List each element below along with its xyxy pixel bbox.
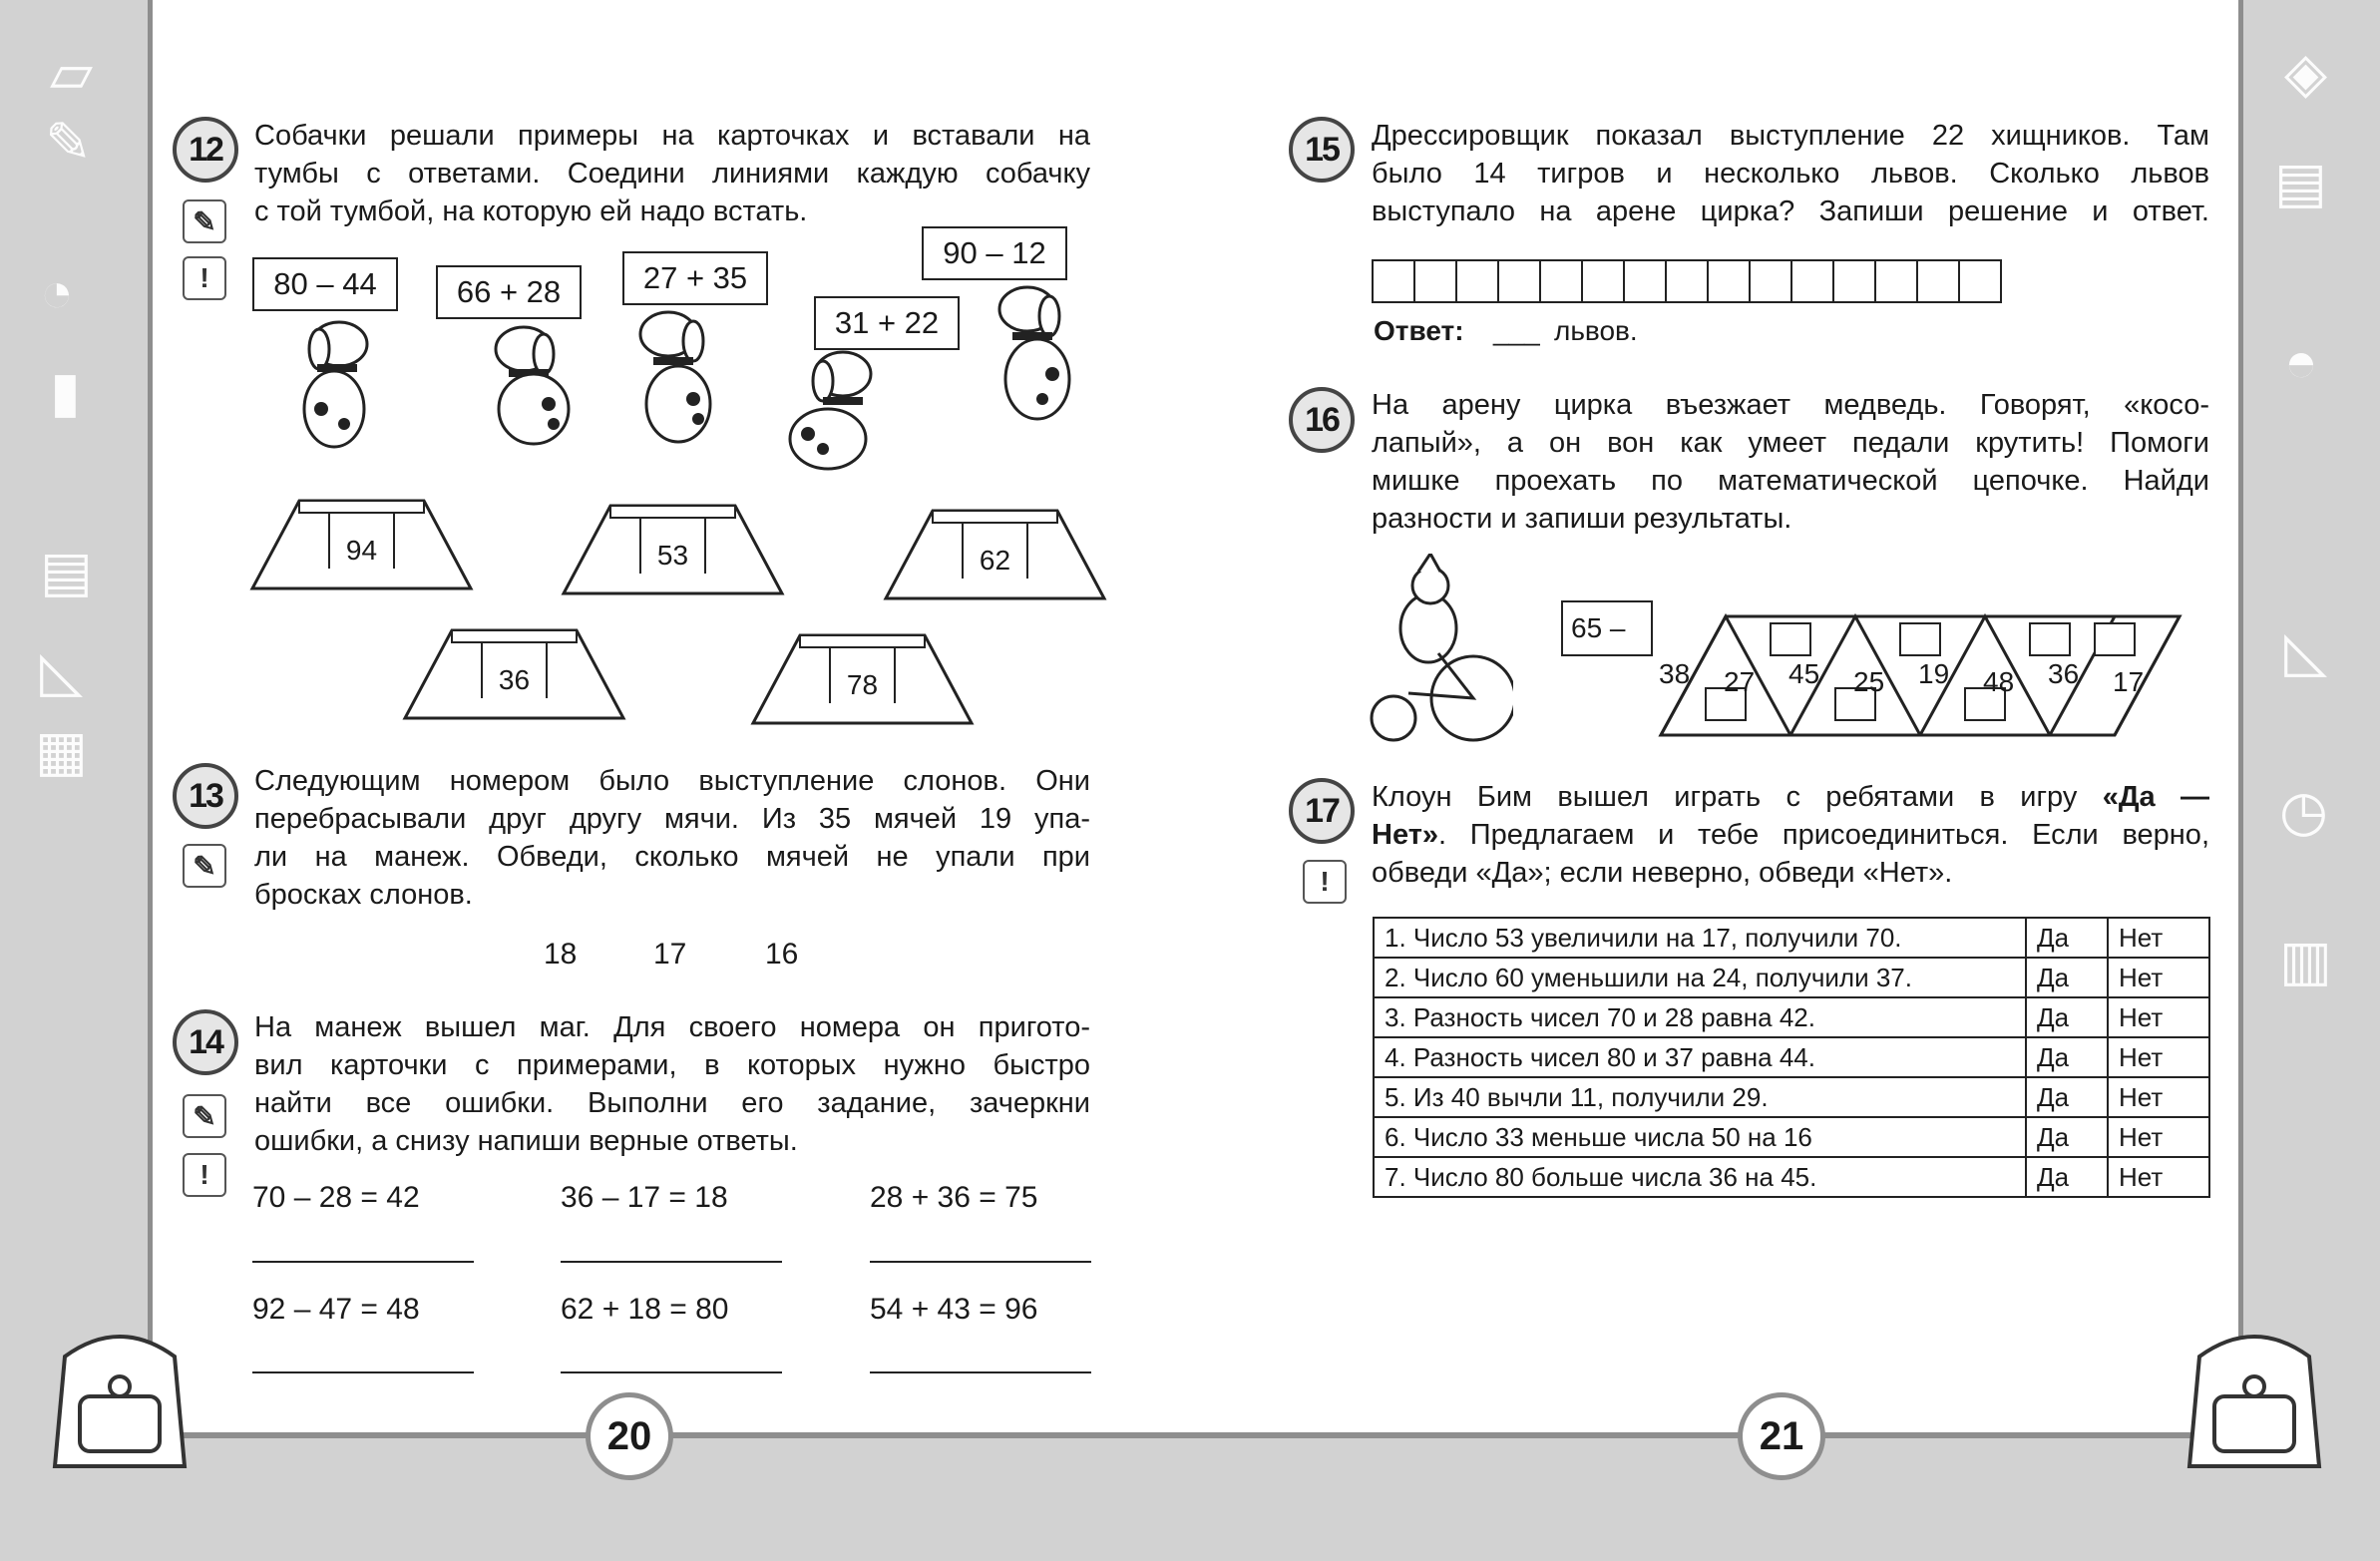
- dog-card: 80 – 44: [252, 257, 398, 311]
- task16-line: мишке проехать по математической цепочке. Найди: [1372, 465, 2209, 497]
- answer-option[interactable]: 16: [765, 938, 799, 971]
- yes-option[interactable]: Да: [2026, 918, 2108, 958]
- ruler-right-icon: ◺: [2284, 619, 2328, 682]
- answer-label: Ответ:: [1374, 315, 1464, 346]
- page-number-right: 21: [1738, 1392, 1825, 1480]
- answer-line[interactable]: [870, 1261, 1091, 1263]
- chain-number: 25: [1853, 666, 1885, 697]
- task12-line: с той тумбой, на которую ей надо встать.: [254, 195, 808, 227]
- pedestal-number: 78: [846, 669, 879, 700]
- task17-line1-text: Клоун Бим вышел играть с ребятами в игру: [1372, 781, 2103, 813]
- answer-unit: львов.: [1554, 315, 1638, 346]
- pedestal: [883, 509, 1107, 603]
- no-option[interactable]: Нет: [2108, 1077, 2209, 1117]
- example[interactable]: 92 – 47 = 48: [252, 1293, 420, 1326]
- eraser-icon: ▱: [50, 41, 94, 104]
- ruler-icon: ▮: [50, 360, 81, 423]
- statement: 6. Число 33 меньше числа 50 на 16: [1374, 1117, 2026, 1157]
- dog-illustration: [279, 309, 389, 459]
- yes-option[interactable]: Да: [2026, 958, 2108, 997]
- pedestal-number: 62: [979, 545, 1011, 576]
- task13-text: [254, 762, 1090, 914]
- chain-number: 38: [1659, 658, 1691, 689]
- task-number-15: 15: [1289, 117, 1355, 183]
- answer-line[interactable]: [561, 1261, 782, 1263]
- chain-number: 17: [2113, 666, 2145, 697]
- task15-line: Дрессировщик показал выступление 22 хищников. Там: [1372, 120, 2209, 152]
- backpack-right-icon: [2180, 1317, 2329, 1476]
- triangle-chain: [1606, 613, 2199, 738]
- table-row: [1374, 1157, 2209, 1197]
- exclamation-icon: !: [183, 256, 226, 300]
- pencil-icon: ✎: [183, 844, 226, 888]
- table-row: [1374, 1037, 2209, 1077]
- pedestal-number: 94: [345, 535, 378, 566]
- table-row: [1374, 997, 2209, 1037]
- task16-line: На арену цирка въезжает медведь. Говорят, «косо-: [1372, 389, 2209, 421]
- pedestal: [561, 504, 785, 598]
- yes-no-table: [1373, 917, 2210, 1198]
- pedestal-number: 36: [498, 664, 531, 695]
- task17-game-name: «Да —: [2102, 781, 2209, 813]
- answer-line[interactable]: [252, 1371, 474, 1373]
- statement: 5. Из 40 вычли 11, получили 29.: [1374, 1077, 2026, 1117]
- clock-icon: ◷: [2279, 779, 2328, 842]
- pedestal: [249, 499, 474, 593]
- dog-illustration: [474, 314, 584, 454]
- no-option[interactable]: Нет: [2108, 1037, 2209, 1077]
- bottom-rule: [148, 1432, 2243, 1438]
- task-number-12: 12: [173, 117, 238, 183]
- task13-line: ли на манеж. Обведи, сколько мячей не упали при: [254, 841, 1090, 873]
- table-row: [1374, 1117, 2209, 1157]
- chain-number: 48: [1983, 666, 2015, 697]
- table-row: [1374, 1077, 2209, 1117]
- pedestal: [750, 633, 975, 728]
- task-number-14: 14: [173, 1009, 238, 1075]
- no-option[interactable]: Нет: [2108, 997, 2209, 1037]
- bear-on-bicycle-illustration: [1369, 554, 1513, 748]
- dog-illustration: [988, 274, 1087, 434]
- solution-grid[interactable]: [1374, 259, 2002, 303]
- task14-line: ошибки, а снизу напиши верные ответы.: [254, 1125, 798, 1157]
- answer-line[interactable]: [870, 1371, 1091, 1373]
- dog-card: 27 + 35: [622, 251, 768, 305]
- task-number-17: 17: [1289, 778, 1355, 844]
- task15-line: было 14 тигров и несколько львов. Сколько львов: [1372, 158, 2209, 190]
- dog-illustration: [773, 339, 893, 474]
- task17-line: [1372, 778, 2209, 816]
- sharpener-icon: ◈: [2284, 41, 2328, 104]
- task17-line2-text: . Предлагаем и тебе присоединиться. Если верно,: [1438, 819, 2209, 851]
- task15-text: [1372, 117, 2209, 230]
- task17-line: [1372, 816, 2209, 854]
- task17-text: [1372, 778, 2209, 892]
- dog-illustration: [623, 299, 733, 454]
- chain-number: 19: [1918, 658, 1950, 689]
- task13-line: бросках слонов.: [254, 879, 473, 911]
- pencil-icon: ✎: [183, 1094, 226, 1138]
- yes-option[interactable]: Да: [2026, 997, 2108, 1037]
- task16-text: [1372, 386, 2209, 538]
- no-option[interactable]: Нет: [2108, 918, 2209, 958]
- triangle-icon: ◺: [40, 639, 84, 702]
- answer-line[interactable]: [252, 1261, 474, 1263]
- pedestal: [402, 628, 626, 723]
- yes-option[interactable]: Да: [2026, 1157, 2108, 1197]
- answer-option[interactable]: 17: [653, 938, 687, 971]
- example[interactable]: 54 + 43 = 96: [870, 1293, 1038, 1326]
- pushpin-icon: ✎: [45, 111, 92, 174]
- notebook-right-icon: ▥: [2279, 929, 2332, 991]
- task16-line: разности и запиши результаты.: [1372, 503, 1792, 535]
- exclamation-icon: !: [1303, 860, 1347, 904]
- yes-option[interactable]: Да: [2026, 1037, 2108, 1077]
- notepad-icon: ▤: [40, 540, 93, 602]
- yes-option[interactable]: Да: [2026, 1117, 2108, 1157]
- chain-number: 45: [1788, 658, 1820, 689]
- task12-line: тумбы с ответами. Соедини линиями каждую собачку: [254, 158, 1090, 190]
- task16-line: лапый», а он вон как умеет педали крутить! Помоги: [1372, 427, 2209, 459]
- yes-option[interactable]: Да: [2026, 1077, 2108, 1117]
- task12-text: [254, 117, 1090, 230]
- task13-line: Следующим номером было выступление слонов. Они: [254, 765, 1090, 797]
- task13-line: перебрасывали друг другу мячи. Из 35 мячей 19 упа-: [254, 803, 1090, 835]
- task14-line: вил карточки с примерами, в которых нужно быстро: [254, 1049, 1090, 1081]
- example[interactable]: 28 + 36 = 75: [870, 1181, 1038, 1214]
- answer-blank[interactable]: ___: [1493, 315, 1540, 346]
- protractor-right-icon: ◓: [2284, 330, 2318, 393]
- task14-line: На манеж вышел маг. Для своего номера он пригото-: [254, 1011, 1090, 1043]
- task14-text: [254, 1008, 1090, 1160]
- statement: 1. Число 53 увеличили на 17, получили 70.: [1374, 918, 2026, 958]
- task15-line: выступало на арене цирка? Запиши решение и ответ.: [1372, 195, 2209, 227]
- task17-game-name-end: Нет»: [1372, 819, 1439, 851]
- dog-card: 90 – 12: [922, 226, 1067, 280]
- chain-number: 27: [1724, 666, 1756, 697]
- exclamation-icon: !: [183, 1153, 226, 1197]
- task-number-13: 13: [173, 763, 238, 829]
- no-option[interactable]: Нет: [2108, 1117, 2209, 1157]
- task12-line: Собачки решали примеры на карточках и вставали на: [254, 120, 1090, 152]
- task14-line: найти все ошибки. Выполни его задание, зачеркни: [254, 1087, 1090, 1119]
- pencil-icon: ✎: [183, 199, 226, 243]
- dog-card: 31 + 22: [814, 296, 960, 350]
- chain-number: 36: [2048, 658, 2080, 689]
- example[interactable]: 36 – 17 = 18: [561, 1181, 728, 1214]
- statement: 7. Число 80 больше числа 36 на 45.: [1374, 1157, 2026, 1197]
- task17-line: обведи «Да»; если неверно, обведи «Нет».: [1372, 857, 1953, 889]
- statement: 4. Разность чисел 80 и 37 равна 44.: [1374, 1037, 2026, 1077]
- dog-card: 66 + 28: [436, 265, 582, 319]
- protractor-icon: ◔: [40, 260, 74, 323]
- statement: 2. Число 60 уменьшили на 24, получили 37.: [1374, 958, 2026, 997]
- table-row: [1374, 918, 2209, 958]
- statement: 3. Разность чисел 70 и 28 равна 42.: [1374, 997, 2026, 1037]
- no-option[interactable]: Нет: [2108, 1157, 2209, 1197]
- example[interactable]: 70 – 28 = 42: [252, 1181, 420, 1214]
- no-option[interactable]: Нет: [2108, 958, 2209, 997]
- table-row: [1374, 958, 2209, 997]
- pedestal-number: 53: [656, 540, 689, 571]
- books-icon: ▦: [35, 719, 88, 782]
- example[interactable]: 62 + 18 = 80: [561, 1293, 729, 1326]
- chain-start: 65 –: [1561, 600, 1653, 656]
- answer-option[interactable]: 18: [544, 938, 578, 971]
- answer-line[interactable]: [561, 1371, 782, 1373]
- notebook-icon: ▤: [2274, 151, 2327, 213]
- page-number-left: 20: [586, 1392, 673, 1480]
- task-number-16: 16: [1289, 387, 1355, 453]
- backpack-left-icon: [45, 1317, 195, 1476]
